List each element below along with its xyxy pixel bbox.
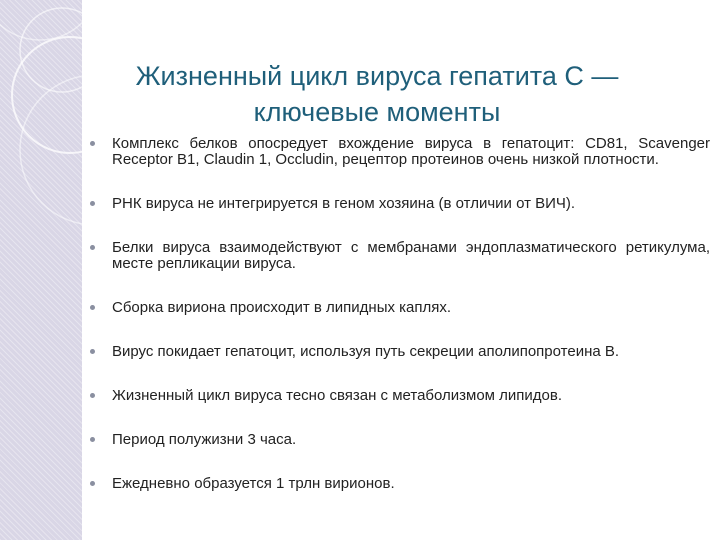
bullet-dot-icon <box>90 349 95 354</box>
bullet-dot-icon <box>90 245 95 250</box>
list-item <box>88 196 710 212</box>
bullet-list <box>88 136 710 492</box>
list-item <box>88 344 710 360</box>
list-item-text: Ежедневно образуется 1 трлн вирионов. <box>112 475 395 492</box>
bullet-dot-icon <box>90 437 95 442</box>
slide-title: Жизненный цикл вируса гепатита С — ключевые моменты <box>135 61 619 128</box>
bullet-dot-icon <box>90 481 95 486</box>
list-item-text: Сборка вириона происходит в липидных каплях. <box>112 299 452 316</box>
list-item <box>88 240 710 272</box>
list-item <box>88 300 710 316</box>
bullet-dot-icon <box>90 393 95 398</box>
bullet-dot-icon <box>90 141 95 146</box>
list-item <box>88 136 710 168</box>
list-item <box>88 388 710 404</box>
list-item-text: Комплекс белков опосредует вхождение вируса в гепатоцит: CD81, Scavenger Receptor B1, Claudin 1, Occludin, рецептор протеинов очень низкой плотности. <box>112 135 710 168</box>
list-item-text: Период полужизни 3 часа. <box>112 431 297 448</box>
list-item-text: Жизненный цикл вируса тесно связан с метаболизмом липидов. <box>112 387 563 404</box>
list-item-text: Вирус покидает гепатоцит, используя путь секреции аполипопротеина В. <box>112 343 620 360</box>
decorative-circles <box>0 0 82 540</box>
bullet-dot-icon <box>90 305 95 310</box>
list-item-text: РНК вируса не интегрируется в геном хозяина (в отличии от ВИЧ). <box>112 195 576 212</box>
list-item-text: Белки вируса взаимодействуют с мембранами эндоплазматического ретикулума, месте репликации вируса. <box>112 239 710 272</box>
list-item <box>88 432 710 448</box>
decorative-sidebar <box>0 0 82 540</box>
bullet-dot-icon <box>90 201 95 206</box>
list-item <box>88 476 710 492</box>
